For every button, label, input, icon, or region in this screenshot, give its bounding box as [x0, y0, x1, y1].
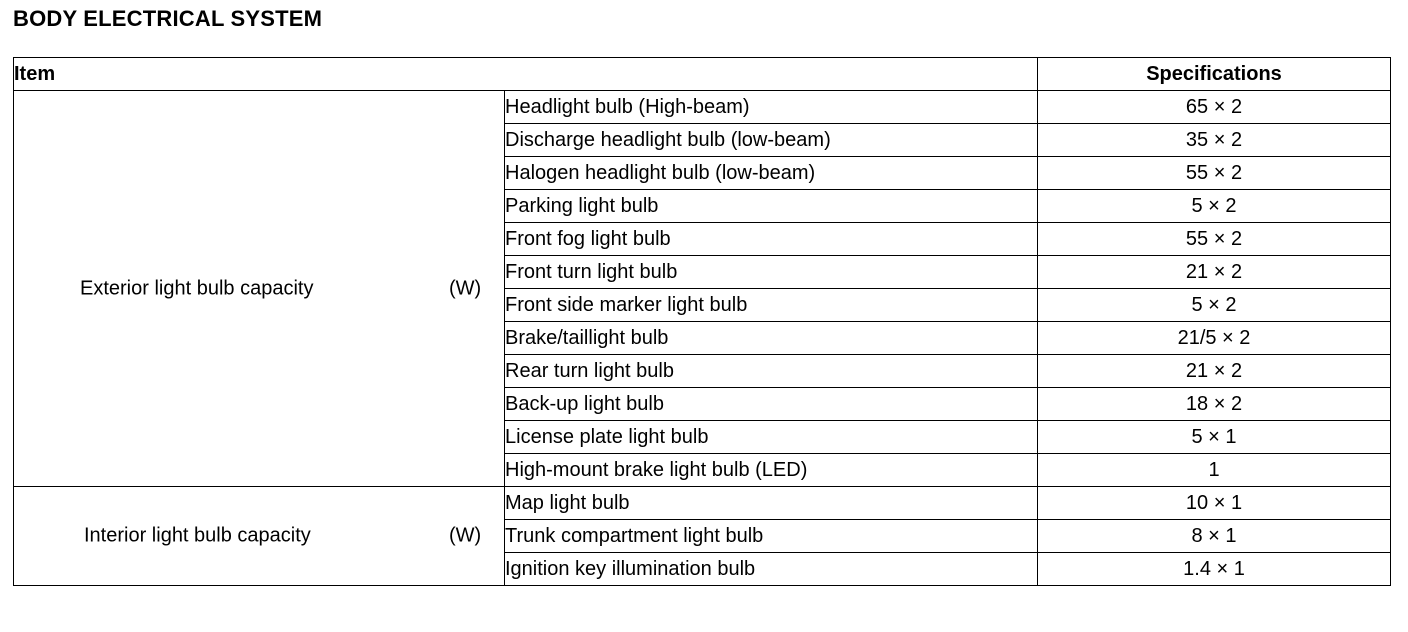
- spec-cell: 55 × 2: [1038, 157, 1391, 190]
- column-header-specifications: Specifications: [1038, 58, 1391, 91]
- item-cell: Headlight bulb (High-beam): [505, 91, 1038, 124]
- spec-cell: 65 × 2: [1038, 91, 1391, 124]
- table-header-row: [14, 58, 1391, 91]
- item-cell: Parking light bulb: [505, 190, 1038, 223]
- group-label: Exterior light bulb capacity: [80, 277, 314, 299]
- spec-cell: 21 × 2: [1038, 355, 1391, 388]
- item-cell: Map light bulb: [505, 487, 1038, 520]
- spec-cell: 21/5 × 2: [1038, 322, 1391, 355]
- item-cell: Ignition key illumination bulb: [505, 553, 1038, 586]
- spec-cell: 35 × 2: [1038, 124, 1391, 157]
- spec-cell: 21 × 2: [1038, 256, 1391, 289]
- column-header-item: Item: [14, 58, 1038, 91]
- item-cell: Front side marker light bulb: [505, 289, 1038, 322]
- table-row: [14, 487, 1391, 520]
- table-row: [14, 91, 1391, 124]
- item-cell: Rear turn light bulb: [505, 355, 1038, 388]
- specifications-table: [13, 57, 1391, 586]
- spec-cell: 18 × 2: [1038, 388, 1391, 421]
- spec-cell: 10 × 1: [1038, 487, 1391, 520]
- item-cell: Brake/taillight bulb: [505, 322, 1038, 355]
- item-cell: Front turn light bulb: [505, 256, 1038, 289]
- group-label: Interior light bulb capacity: [84, 524, 311, 547]
- group-unit: (W): [449, 277, 482, 299]
- item-cell: Discharge headlight bulb (low-beam): [505, 124, 1038, 157]
- item-cell: Trunk compartment light bulb: [505, 520, 1038, 553]
- spec-cell: 8 × 1: [1038, 520, 1391, 553]
- group-cell-exterior: [14, 91, 505, 487]
- item-cell: Halogen headlight bulb (low-beam): [505, 157, 1038, 190]
- spec-cell: 1.4 × 1: [1038, 553, 1391, 586]
- spec-cell: 5 × 2: [1038, 190, 1391, 223]
- spec-cell: 5 × 1: [1038, 421, 1391, 454]
- group-cell-interior: [14, 487, 505, 586]
- group-unit: (W): [449, 524, 482, 547]
- item-cell: Front fog light bulb: [505, 223, 1038, 256]
- spec-cell: 5 × 2: [1038, 289, 1391, 322]
- item-cell: High-mount brake light bulb (LED): [505, 454, 1038, 487]
- page-title: BODY ELECTRICAL SYSTEM: [13, 6, 323, 31]
- item-cell: License plate light bulb: [505, 421, 1038, 454]
- item-cell: Back-up light bulb: [505, 388, 1038, 421]
- spec-cell: 55 × 2: [1038, 223, 1391, 256]
- spec-cell: 1: [1038, 454, 1391, 487]
